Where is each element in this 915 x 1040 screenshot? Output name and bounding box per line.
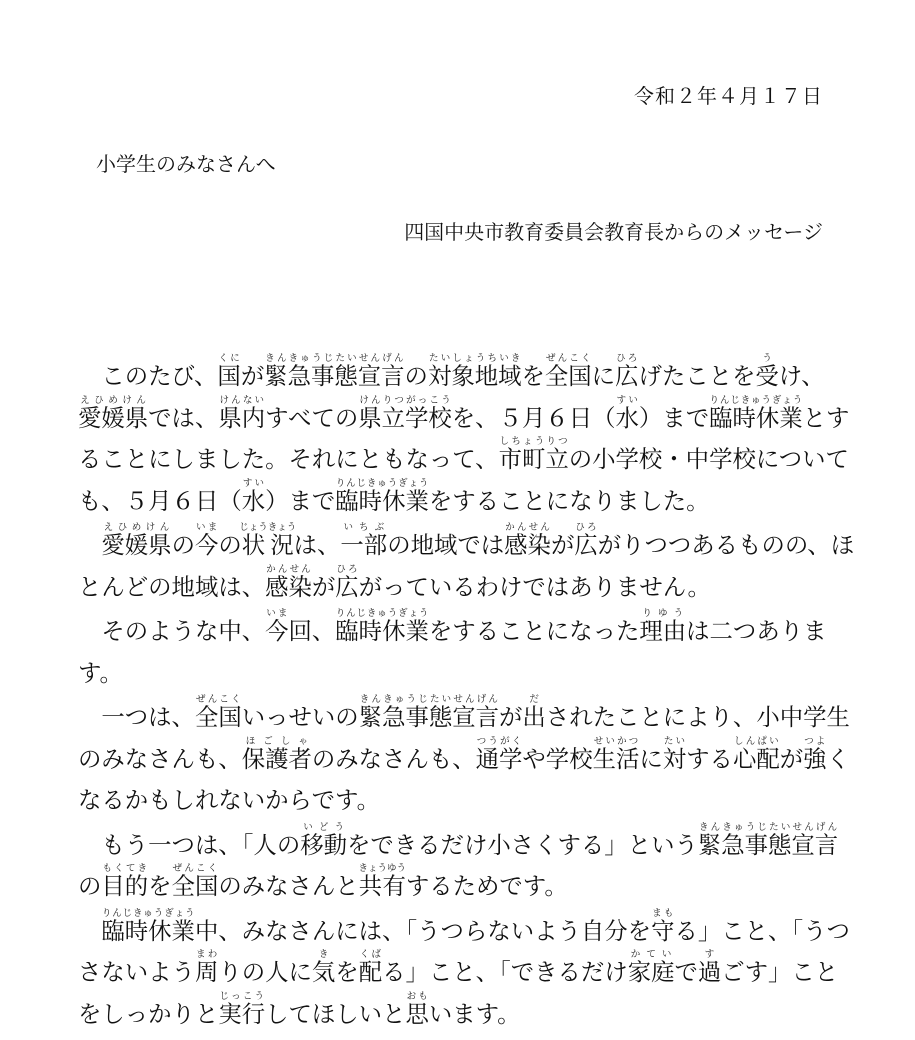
body-paragraph: もう一つは、「人の移動いどうをできるだけ小さくする」という緊急事態宣言きんきゅうじたいせんげんの目的もくてきを全国ぜんこくのみなさんと共有きょうゆうするためです。 — [78, 821, 839, 900]
body-paragraph: 愛媛県えひめけんの今いまの状況じょうきょうは、一部いちぶの地域では感染かんせんが広ひろがりつつあるものの、ほとんどの地域は、感染かんせんが広ひろがっているわけではありません。 — [78, 522, 855, 601]
body-paragraph: そのような中、今いま回、臨時休業りんじきゅうぎょうをすることになった理由りゆうは二つあります。 — [78, 608, 827, 687]
body-paragraph: 一つは、全国ぜんこくいっせいの緊急事態宣言きんきゅうじたいせんげんが出だされたことにより、小中学生のみなさんも、保護者ほごしゃのみなさんも、通学つうがくや学校生活せいかつに対たいする心配しんぱいが強つよくなるかもしれないからです。 — [78, 694, 850, 814]
message-body — [78, 353, 858, 1035]
body-paragraph: このたび、国くにが緊急事態宣言きんきゅうじたいせんげんの対象地域たいしょうちいきを全国ぜんこくに広ひろげたことを受うけ、愛媛県えひめけんでは、県内けんないすべての県立学校けんりつがっこうを、５月６日（水すい）まで臨時休業りんじきゅうぎょうとすることにしました。それにともなって、市町立しちょうりつの小学校・中学校についても、５月６日（水すい）まで臨時休業りんじきゅうぎょうをすることになりました。 — [78, 353, 850, 515]
body-paragraph: 臨時休業りんじきゅうぎょう中、みなさんには、「うつらないよう自分を守まもる」こと、「うつさないよう周まわりの人に気きを配くばる」こと、「できるだけ家庭かていで過すごす」ことをしっかりと実行じっこうしてほしいと思おもいます。 — [78, 907, 850, 1028]
addressee-line: 小学生のみなさんへ — [96, 152, 276, 176]
document-date: 令和２年４月１７日 — [634, 84, 823, 108]
sender-line: 四国中央市教育委員会教育長からのメッセージ — [404, 220, 823, 244]
